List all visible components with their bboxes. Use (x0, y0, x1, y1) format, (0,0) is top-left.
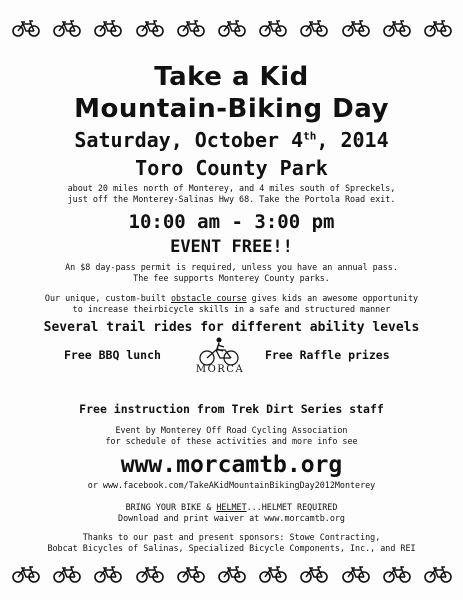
waiver-line: Download and print waiver at www.morcamtb.org (118, 513, 345, 523)
bicycle-icon (300, 562, 328, 584)
obstacle-course-link: obstacle course (170, 293, 247, 303)
facebook-link: or www.facebook.com/TakeAKidMountainBikingDay2012Monterey (87, 480, 376, 490)
bike-border-top (12, 12, 452, 42)
bicycle-icon (177, 562, 205, 584)
bicycle-icon (424, 562, 452, 584)
bicycle-icon (94, 16, 122, 38)
trail-rides: Several trail rides for different ability levels (43, 320, 420, 335)
location-line-2: just off the Monterey-Salinas Hwy 68. Take the Portola Road exit. (67, 194, 396, 204)
sponsors-line-1: Thanks to our past and present sponsors: Stowe Contracting, (82, 532, 381, 542)
bicycle-icon (383, 562, 411, 584)
course-line-2: to increase theirbicycle skills in a safe and structured manner (72, 304, 391, 314)
permit-line-2: The fee supports Monterey County parks. (133, 273, 330, 283)
course-line-1 (0, 293, 463, 304)
free-banner: EVENT FREE!! (170, 237, 293, 257)
permit-line-1: An $8 day-pass permit is required, unless you have an annual pass. (65, 262, 398, 272)
org-line-2: for schedule of these activities and more info see (105, 436, 358, 446)
raffle-prizes: Free Raffle prizes (265, 348, 390, 362)
date-suffix: th (303, 129, 317, 143)
bike-border-bottom (12, 558, 452, 588)
title-line-2: Mountain-Biking Day (74, 94, 389, 124)
logo-text: MORCA (195, 364, 245, 375)
bicycle-icon (218, 562, 246, 584)
bicycle-icon (136, 16, 164, 38)
bicycle-icon (424, 16, 452, 38)
bicycle-icon (300, 16, 328, 38)
sponsors-line-2: Bobcat Bicycles of Salinas, Specialized Bicycle Components, Inc., and REI (47, 543, 416, 553)
org-line-1: Event by Monterey Off Road Cycling Association (115, 425, 348, 435)
bicycle-icon (94, 562, 122, 584)
bicycle-icon (383, 16, 411, 38)
date-year: , 2014 (316, 128, 389, 152)
bicycle-icon (342, 562, 370, 584)
bicycle-icon (218, 16, 246, 38)
bicycle-icon (136, 562, 164, 584)
location-line-1: about 20 miles north of Monterey, and 4 miles south of Spreckels, (67, 183, 396, 193)
date-text: Saturday, October 4 (74, 128, 304, 152)
title-line-1: Take a Kid (154, 62, 309, 92)
course-text-a: Our unique, custom-built (44, 293, 171, 303)
website: www.morcamtb.org (120, 452, 343, 478)
bicycle-icon (259, 562, 287, 584)
helmet-text-b: ...HELMET REQUIRED (246, 502, 338, 512)
bicycle-icon (53, 562, 81, 584)
bicycle-icon (177, 16, 205, 38)
bicycle-icon (259, 16, 287, 38)
cyclist-icon (185, 336, 255, 366)
event-time: 10:00 am - 3:00 pm (128, 211, 335, 233)
helmet-word: HELMET (216, 502, 247, 512)
course-text-b: gives kids an awesome opportunity (246, 293, 419, 303)
bicycle-icon (12, 16, 40, 38)
helmet-text-a: BRING YOUR BIKE & (125, 502, 217, 512)
helmet-line (0, 502, 463, 513)
bicycle-icon (53, 16, 81, 38)
morca-logo (185, 336, 255, 386)
bicycle-icon (12, 562, 40, 584)
bbq-lunch: Free BBQ lunch (64, 348, 161, 362)
park-name: Toro County Park (135, 156, 328, 180)
event-date (0, 128, 463, 152)
bicycle-icon (342, 16, 370, 38)
instruction: Free instruction from Trek Dirt Series staff (79, 402, 384, 416)
